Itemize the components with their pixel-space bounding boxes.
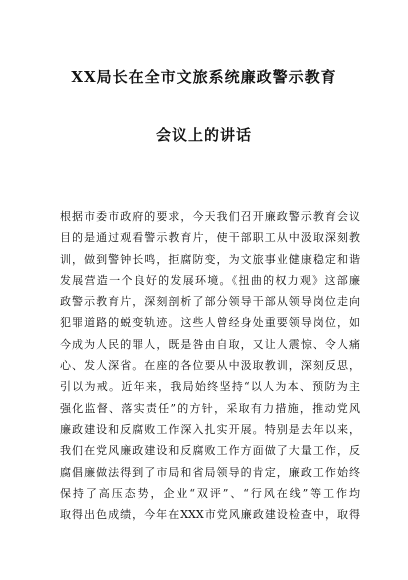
- body-line: 政警示教育片，深刻剖析了部分领导干部从领导岗位走向: [60, 295, 360, 309]
- body-line: 腐倡廉做法得到了市局和省局领导的肯定，廉政工作始终: [60, 465, 360, 479]
- body-line: 今成为人民的罪人，既是咎由自取，又让人震惊、令人痛: [60, 337, 360, 351]
- body-line: 根据市委市政府的要求，今天我们召开廉政警示教育会议: [60, 210, 360, 223]
- body-line: 保持了高压态势，企业“双评”、“行风在线”等工作均: [60, 486, 360, 500]
- body-line: 目的是通过观看警示教育片，使干部职工从中汲取深刻教: [60, 231, 360, 245]
- body-line: 强化监督、落实责任”的方针，采取有力措施，推动党风: [60, 401, 360, 415]
- body-line: 心、发人深省。在座的各位要从中汲取教训，深刻反思，: [60, 359, 360, 373]
- body-line: 犯罪道路的蜕变轨迹。这些人曾经身处重要领导岗位，如: [60, 316, 360, 330]
- body-line: 廉政建设和反腐败工作深入扎实开展。特别是去年以来，: [60, 422, 360, 436]
- body-line: 我们在党风廉政建设和反腐败工作方面做了大量工作，反: [60, 444, 360, 458]
- body-line: 引以为戒。近年来，我局始终坚持“以人为本、预防为主: [60, 380, 360, 394]
- document-title-line-2: 会议上的讲话: [155, 126, 252, 144]
- body-line: 训，做到警钟长鸣，拒腐防变，为文旅事业健康稳定和谐: [60, 252, 360, 266]
- body-line: 取得出色成绩，今年在XXX市党风廉政建设检查中，取得: [60, 508, 360, 522]
- document-title-line-1: XX局长在全市文旅系统廉政警示教育: [71, 68, 337, 86]
- body-line: 发展营造一个良好的发展环境。《扭曲的权力观》这部廉: [60, 273, 360, 287]
- document-body: [60, 206, 360, 525]
